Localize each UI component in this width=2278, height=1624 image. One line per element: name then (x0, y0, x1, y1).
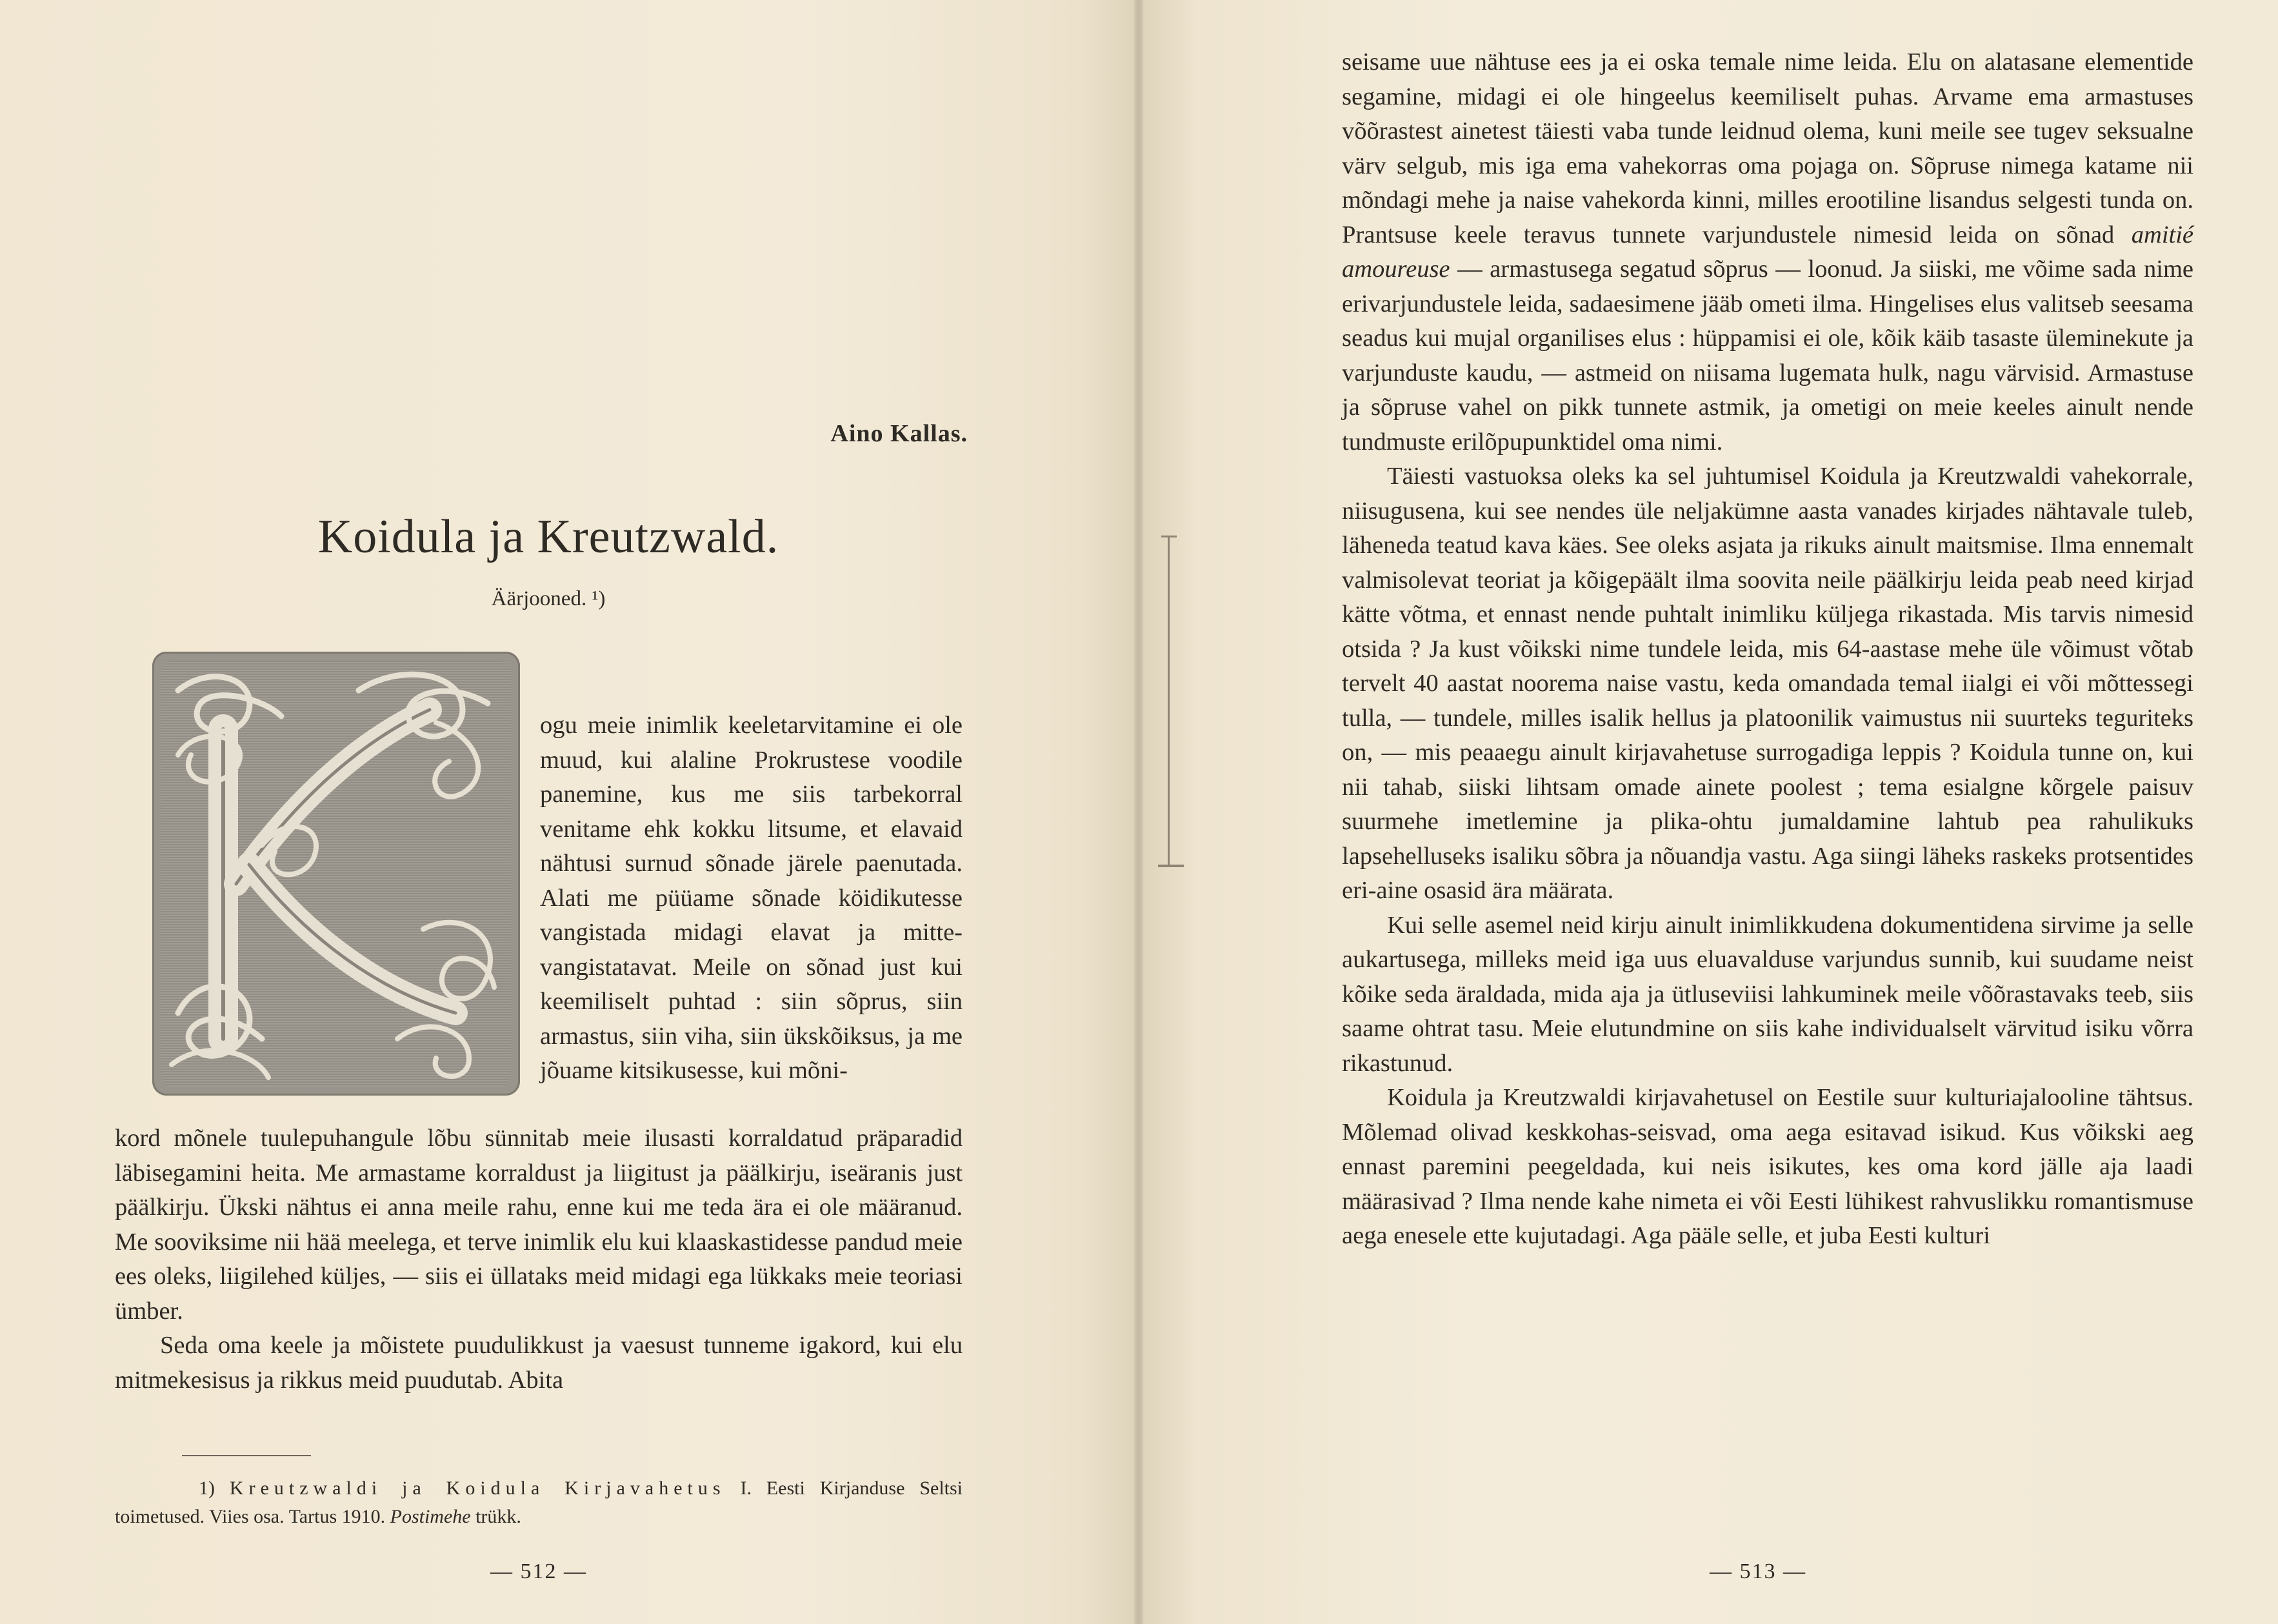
article-title: Koidula ja Kreutzwald. (317, 510, 779, 563)
spine-line (1168, 536, 1170, 865)
footnote-tail: trükk. (475, 1506, 521, 1527)
dropcap-wrapped-text (540, 708, 963, 1088)
left-main-text (115, 1121, 963, 1398)
paragraph-4: Kui selle asemel neid kirju ainult inimlikkudena dokumentidena sirvime ja selle aukartusega, milleks meid iga uus eluavalduse varjundus sunnib, kui suudame neist kõike seda äraldada, mida aja ja ütluseviisi lahkuminek meile võõrastavaks teeb, siis saame ohtrat tasu. Meie elutundmine on siis kahe individualselt värvitud isiku võrra rikastunud. (1342, 911, 2193, 1077)
footnote-publisher: Postimehe (390, 1506, 471, 1527)
right-main-text (1342, 45, 2193, 1254)
page-number-left: — 512 — (490, 1559, 587, 1583)
footnote-source: I. Eesti Kirjanduse Seltsi toimetused. Viies osa. Tartus 1910. (115, 1478, 963, 1527)
author-name: Aino Kallas. (830, 420, 968, 447)
decorated-initial-k (152, 652, 520, 1096)
paragraph-2: Seda oma keele ja mõistete puudulikkust ja vaesust tunneme igakord, kui elu mitmekesisus ja rikkus meid puudutab. Abita (115, 1332, 963, 1394)
page-number-right: — 513 — (1710, 1559, 1806, 1583)
paragraph-opening: ogu meie inimlik keeletarvitamine ei ole muud, kui alaline Prokrustese voodile panemine, kus me siis tarbekorral venitame ehk kokku litsume, et elavaid nähtusi surnud sõnade järele paenutada. Alati me püüame sõnade köidikutesse vangistada midagi elavat ja mitte-vangistatavat. Meile on sõnad just kui keemiliselt puhtad : siin sõprus, siin armastus, siin viha, siin ükskõiksus, ja me jõuame kitsikusesse, kui mõni- (540, 712, 963, 1084)
paragraph-continued (1342, 45, 2193, 459)
paragraph-continued-part-2: — armastusega segatud sõprus — loonud. Ja siiski, me võime sada nime erivarjundustele leida, sadaesimene jääb ometi ilma. Hingelises elus valitseb seesama seadus kui mujal organilises elus : hüppamisi ei ole, kõik käib tasaste üleminekute ja varjunduste kaudu, — astmeid on niisama lugemata hulk, nagu värvisid. Armastuse ja sõpruse vahel on pikk tunnete astmik, ja ometigi on meie keeles ainult nende tundmuste erilõpupunktidel oma nimi. (1342, 256, 2194, 456)
paragraph-5: Koidula ja Kreutzwaldi kirjavahetusel on Eestile suur kulturiajalooline tähtsus. Mõlemad olivad keskkohas-seisvad, oma aega esitavad isikud. Kus võikski aeg ennast paremini peegeldada, kui neis isikutes, kes oma kord jälle aja laadi määrasivad ? Ilma nende kahe nimeta ei või Eesti lühikest rahvuslikku romantismuse aega enesele ette kujutadagi. Aga pääle selle, et juba Eesti kulturi (1342, 1084, 2193, 1249)
spine-mark (1158, 865, 1184, 867)
paragraph-3: Täiesti vastuoksa oleks ka sel juhtumisel Koidula ja Kreutzwaldi vahekorrale, niisugusena, kui see nendes üle neljakümne aasta vanades kirjades nähtavale tuleb, läheneda teatud kava käes. See oleks asjata ja rikuks ainult maitsmise. Ilma ennemalt valmisolevat teoriat ja kõigepäält ilma soovita neile päälkirju leida peab need kirjad kätte võtma, et ennast nende puhtalt inimliku küljega rikastada. Mis tarvis nimesid otsida ? Ja kust võikski nime tundele leida, mis 64-aastase mehe üle võimust võtab tervelt 40 aastat noorema naise vastu, keda omandada temal iialgi ei või mõttessegi tulla, — tundele, milles isalik hellus ja platoonilik vaimustus nii suurteks teguriteks on, — mis peaaegu ainult kirjavahetuse surrogadiga leppis ? Koidula tunne on, kui nii tahab, siiski lihtsam omade ainete poolest ; tema esialgne kõrgele paisuv suurmehe imetlemine ja plika-ohtu jumaldamine lahtub pea rahulikuks lapsehelluseks isaliku sõbra ja nõuandja vastu. Aga siingi läheks raskeks protsentides eri-aine osasid ära määrata. (1342, 463, 2193, 904)
footnote (115, 1474, 963, 1531)
book-gutter (1134, 0, 1143, 1624)
footnote-marker: 1) (199, 1478, 215, 1499)
footnote-title: Kreutzwaldi ja Koidula Kirjavahetus (229, 1478, 726, 1499)
article-subtitle: Äärjooned. ¹) (491, 587, 606, 610)
paragraph-continued-part-1: seisame uue nähtuse ees ja ei oska temale nime leida. Elu on alatasane elementide segamine, midagi ei ole hingeelus keemiliselt puhas. Arvame ema armastuses võõrastest ainetest täiesti vaba tunde leidnud olema, kuni meile see tugev seksualne värv selgub, mis iga ema vahekorras oma pojaga on. Sõpruse nimega katame nii mõndagi mehe ja naise vahekorda kinni, milles erootiline lisandus selgesti tunda on. Prantsuse keele teravus tunnete varjundustele nimesid leida on sõnad (1342, 48, 2193, 248)
footnote-rule (182, 1455, 311, 1456)
paragraph-opening-continued: kord mõnele tuulepuhangule lõbu sünnitab meie ilusasti korraldatud präparadid läbisegamini heita. Me armastame korraldust ja liigitust ja päälkirju, iseäranis just päälkirju. Ükski nähtus ei anna meile rahu, enne kui me teda ära ei ole määranud. Me sooviksime nii hää meelega, et terve inimlik elu kui klaaskastidesse pandud meie ees oleks, liigilehed küljes, — siis ei üllataks meid midagi ega lükkaks meie teoriasi ümber. (115, 1125, 963, 1325)
initial-k-ornament-icon (152, 652, 520, 1096)
paragraph-italic-phrase: amitié amoureuse (1342, 221, 2193, 283)
